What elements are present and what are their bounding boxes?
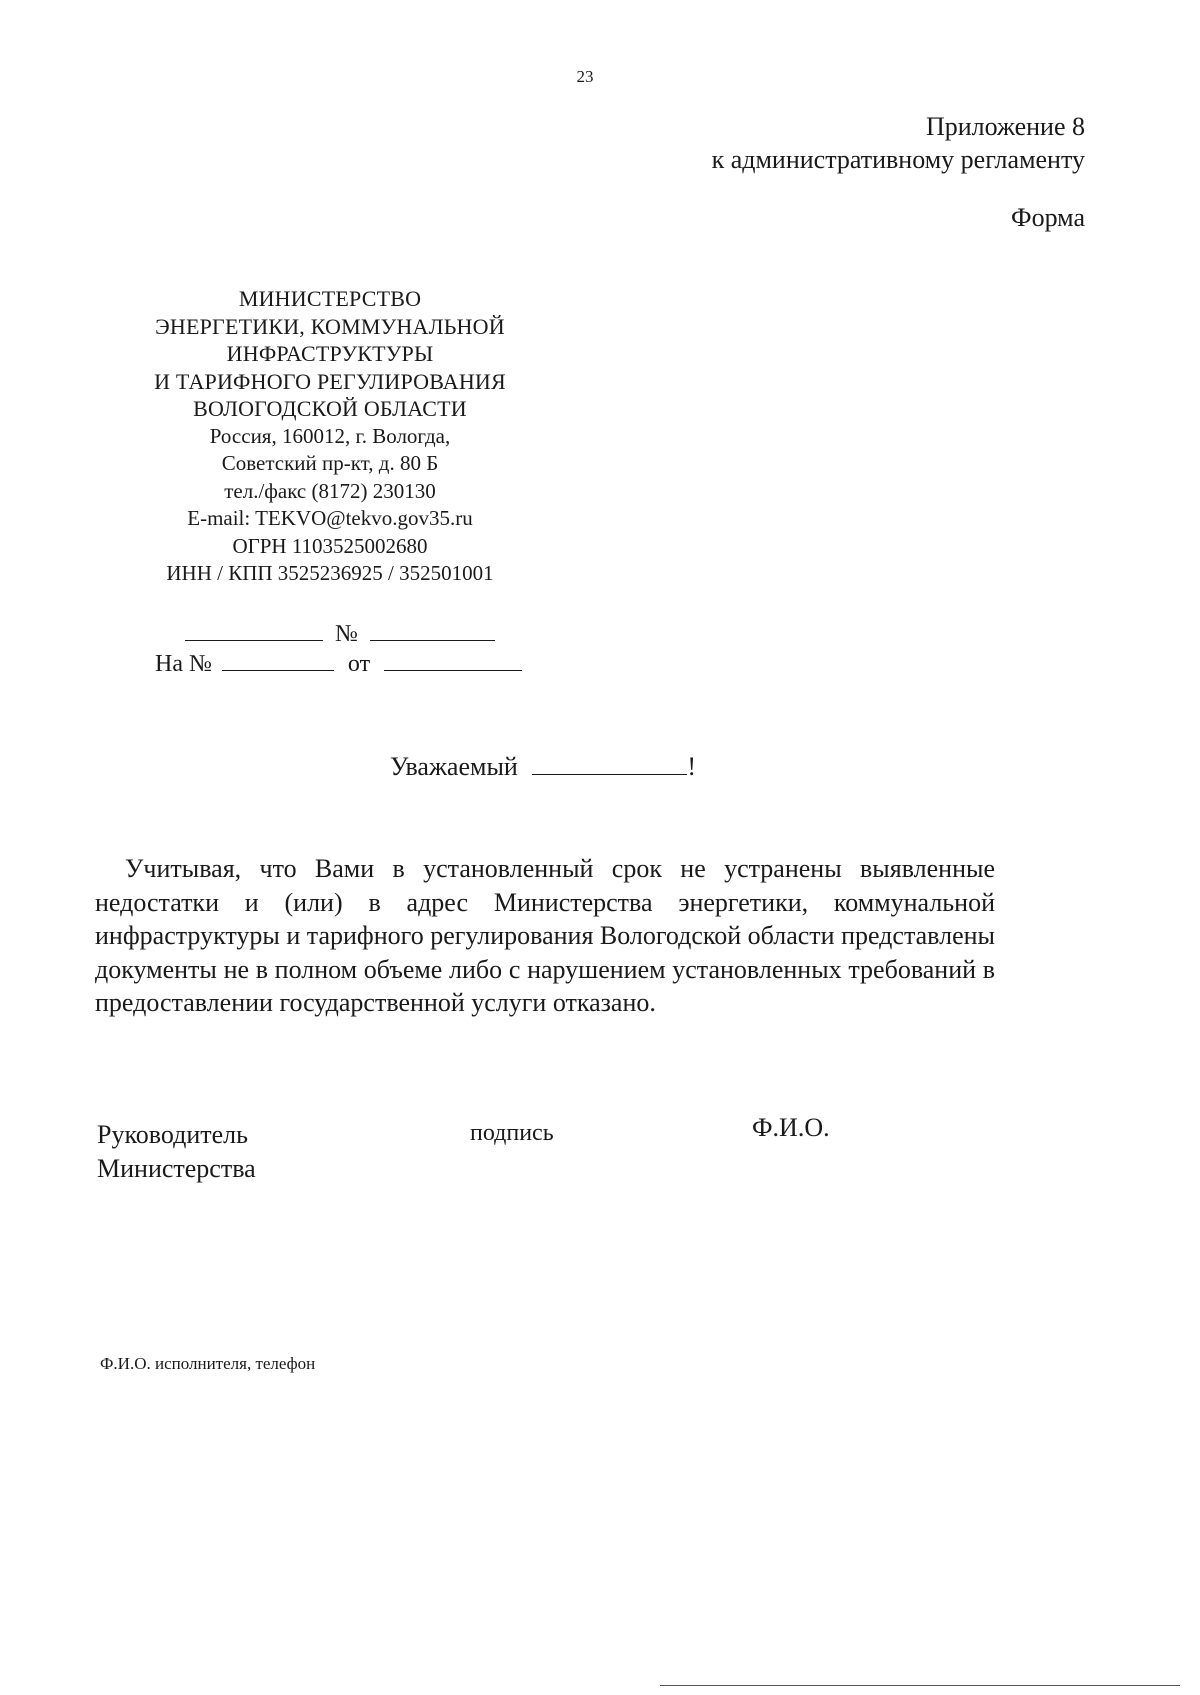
appendix-subtitle: к административному регламенту [711,145,1085,174]
org-name-line: И ТАРИФНОГО РЕГУЛИРОВАНИЯ [154,368,506,394]
org-name-line: МИНИСТЕРСТВО [238,286,422,311]
appendix-header [712,110,1085,176]
date-blank [185,618,323,641]
greeting-punct: ! [687,752,697,781]
address-line: Россия, 160012, г. Вологда, [209,423,451,448]
signer-role-line2: Министерства [97,1154,256,1183]
reply-reference-line [155,648,522,679]
appendix-title: Приложение 8 [925,112,1085,141]
number-sign: № [335,621,358,647]
signer-role-line1: Руководитель [97,1120,248,1149]
letterhead [130,285,530,588]
bottom-rule [660,1685,1180,1686]
reply-prefix: На № [155,651,212,677]
number-blank [370,618,495,641]
outgoing-number-line [185,618,495,649]
form-label: Форма [1011,203,1085,232]
body-paragraph: Учитывая, что Вами в установленный срок не устранены выявленные недостатки и (или) в адрес Министерства энергетики, коммунальной инфраструктуры и тарифного регулирования Вологодской области представлены документы не в полном объеме либо с нарушением установленных требований в предоставлении государственной услуги отказано. [95,854,995,1017]
org-name-line: ИНФРАСТРУКТУРЫ [226,341,434,366]
signature-label: подпись [470,1120,554,1146]
phone-line: тел./факс (8172) 230130 [224,478,436,503]
greeting-line [390,752,696,782]
reply-number-blank [222,648,334,671]
signer-role [97,1118,256,1186]
email-line: E-mail: TEKVO@tekvo.gov35.ru [187,506,473,530]
greeting-text: Уважаемый [390,752,518,781]
reply-date-blank [384,648,522,671]
org-name-line: ЭНЕРГЕТИКИ, КОММУНАЛЬНОЙ [155,313,505,339]
address-line: Советский пр-кт, д. 80 Б [221,451,439,475]
from-label: от [347,651,371,677]
ogrn-line: ОГРН 1103525002680 [232,533,428,558]
page-number: 23 [576,67,594,86]
addressee-blank [532,752,687,775]
inn-kpp-line: ИНН / КПП 3525236925 / 352501001 [166,561,494,585]
signer-name-label: Ф.И.О. [752,1113,830,1142]
executor-info: Ф.И.О. исполнителя, телефон [100,1354,316,1373]
org-name-line: ВОЛОГОДСКОЙ ОБЛАСТИ [193,396,467,421]
